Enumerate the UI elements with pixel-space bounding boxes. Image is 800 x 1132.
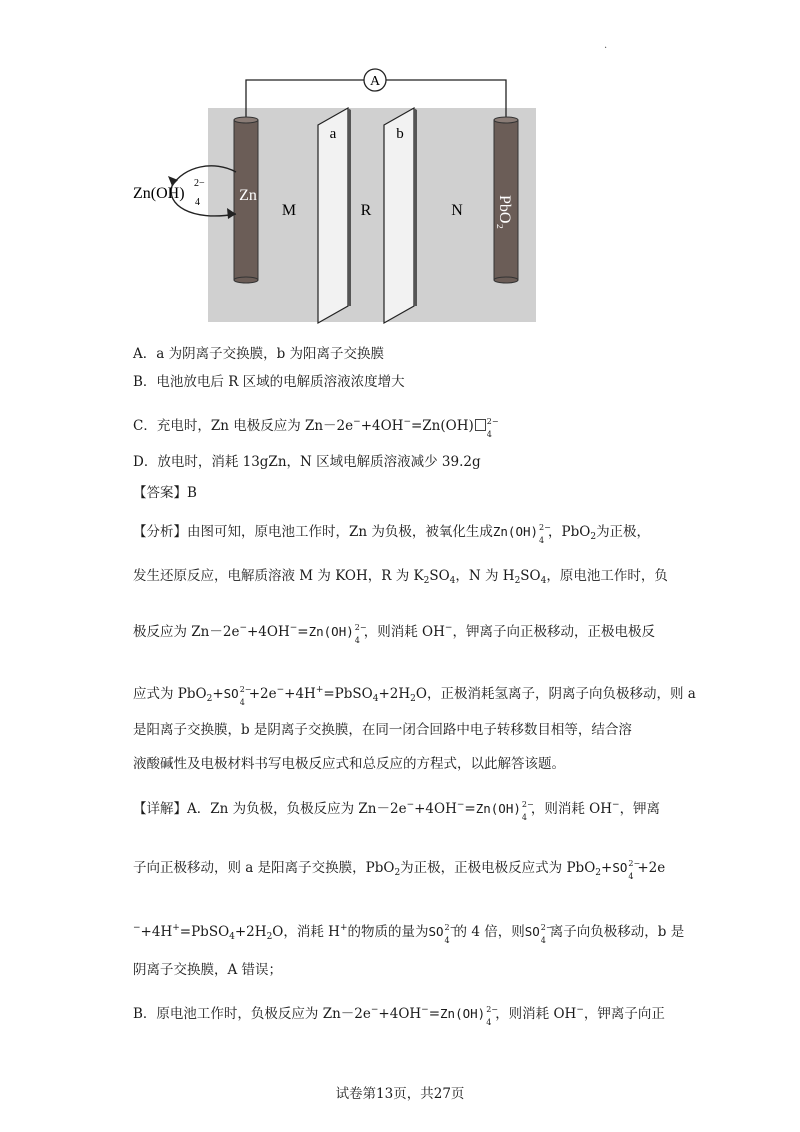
pbo2-label: PbO₂ (496, 194, 513, 230)
ammeter-label: A (369, 74, 381, 89)
membrane-b-label: b (396, 126, 404, 142)
zincate-sub: 4 (195, 197, 200, 208)
zn-label: Zn (239, 187, 257, 204)
zincate-label: Zn(OH) (133, 185, 185, 202)
detail-line-4: 阴离子交换膜，A 错误； (133, 962, 283, 978)
region-n-label: N (451, 202, 463, 219)
option-a: A．a 为阴离子交换膜，b 为阳离子交换膜 (133, 346, 385, 362)
membrane-a-label: a (329, 126, 337, 142)
option-b: B．电池放电后 R 区域的电解质溶液浓度增大 (133, 374, 405, 390)
region-r-label: R (360, 202, 372, 219)
option-c: C．充电时，Zn 电极反应为 Zn－2e−+4OH−=Zn(OH) 2− 4 (133, 417, 499, 439)
region-m-label: M (281, 202, 297, 219)
analysis-line-2: 发生还原反应，电解质溶液 M 为 KOH，R 为 $K_2SO_4$，N 为 $H_2SO_4$，原电池工作时，负 (133, 568, 668, 586)
answer: 【答案】B (133, 485, 197, 501)
scan-dot: . (604, 40, 608, 51)
analysis-line-3: 极反应为 Zn－2e−+4OH−=Zn(OH) 2− 4 ，则消耗 OH−，钾离子向正极移动，正极电极反 (133, 623, 655, 645)
page-footer: 试卷第13页，共27页 (335, 1086, 465, 1102)
zincate-sup: 2− (194, 178, 205, 189)
detail-line-1: 【详解】A．Zn 为负极，负极反应为 Zn－2e−+4OH−=Zn(OH) 2− 4 ，则消耗 OH−，钾离 (133, 800, 661, 822)
detail-line-3: $^-+4H^+=PbSO_4+2H_2O$，消耗 H+的物质的量为SO 2− 4 的 4 倍，则SO 2− 4 离子向负极移动，b 是 (133, 923, 685, 945)
missing-glyph-box (475, 419, 486, 431)
analysis-line-6: 液酸碱性及电极材料书写电极反应式和总反应的方程式，以此解答该题。 (133, 756, 565, 772)
analysis-line-5: 是阳离子交换膜，b 是阴离子交换膜，在同一闭合回路中电子转移数目相等，结合溶 (133, 722, 632, 738)
detail-line-2: 子向正极移动，则 a 是阳离子交换膜，PbO$_2$为正极，正极电极反应式为 PbO$_2$+SO 2− 4 +2e (133, 859, 666, 881)
analysis-line-4: 应式为 PbO$_2$+SO 2− 4 $+2e^-+4H^+=PbSO_4+2H_2O$，正极消耗氢离子，阴离子向负极移动，则 a (133, 685, 696, 707)
analysis-line-1: 【分析】由图可知，原电池工作时，Zn 为负极，被氧化生成Zn(OH) 2− 4 ，PbO$_2$为正极， (133, 523, 651, 545)
battery-diagram (0, 0, 800, 340)
option-d: D．放电时，消耗 13gZn，N 区域电解质溶液减少 39.2g (133, 454, 481, 470)
detail-line-5: B．原电池工作时，负极反应为 Zn－2e−+4OH−=Zn(OH) 2− 4 ，则消耗 OH−，钾离子向正 (133, 1005, 665, 1027)
